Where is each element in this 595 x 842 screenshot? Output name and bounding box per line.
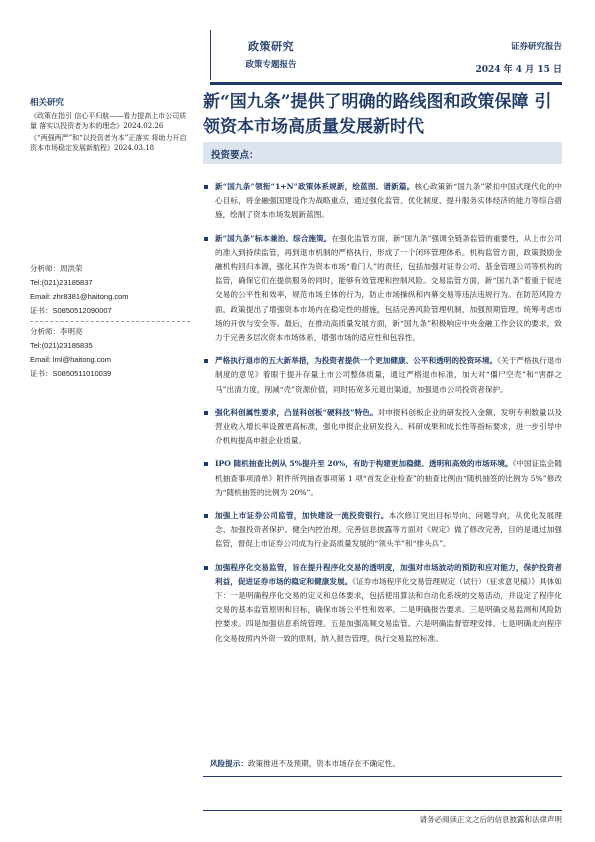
brand-label: 证券研究报告: [510, 42, 562, 52]
dept-label: 政策研究: [248, 40, 294, 53]
disclaimer-footer: 请务必阅读正文之后的信息披露和法律声明: [419, 815, 562, 824]
list-item: [203, 180, 562, 223]
bullet-icon: [204, 185, 208, 189]
related-research: [30, 98, 190, 155]
bullet-heading: 新“国九条”领衔“1+N”政策体系规新，绘蓝图、谱新篇。: [215, 182, 415, 191]
analyst-name: 分析师：李明亮: [30, 327, 83, 336]
bullet-body: 本次修订突出目标导向、问题导向，从优化发展理念、加强投资者保护、健全内控治理、完善信息披露等方面对《规定》做了修改完善，目的是通过加强监管，督促上市证券公司成为行业高质量发展的“领头羊”和“排头兵”。: [215, 511, 563, 549]
bullet-body: 核心政策新“国九条”紧扣中国式现代化的中心目标，将金融强国建设作为战略重点，通过强化监管、优化制度、提升服务实体经济的能力等综合措施，绘制了资本市场发展新蓝图。: [215, 182, 563, 220]
header-rule: [210, 82, 562, 85]
list-item: [203, 561, 562, 646]
bullet-body: 在强化监管方面，新“国九条”强调全链条监管的重要性，从上市公司的准入到持续监管，再到退市机制的严格执行，形成了一个闭环管理体系。机构监管方面，政策鼓励金融机构回归本源，强化其作为资本市场“看门人”的责任，包括加强对证券公司、基金管理公司等机构的监管，确保它们在提供服务的同时，能够有效管理和控制风险。交易监管方面，新“国九条”着重于促进交易的公平性和效率，规范市场主体的行为，防止市场操纵和内幕交易等违法违规行为。在防范风险方面，政策提出了增强资本市场内在稳定性的措施，包括完善风险管理机制，加强预期管理，统筹考虑市场的开放与安全等。最后，在推动高质量发展方面，新“国九条”积极响应中央金融工作会议的要求，致力于完善多层次资本市场体系，增强市场的适应性和包容性。: [215, 233, 563, 343]
list-item: [203, 457, 562, 500]
bullet-icon: [204, 411, 208, 415]
report-type: 政策专题报告: [245, 60, 297, 70]
bullet-body: 《证券市场程序化交易管理规定（试行）（征求意见稿）》具体如下：一是明确程序化交易的定义和总体要求，包括使用算法和自动化系统的交易活动，并设定了程序化交易的基本监管原则和目标，确保市场公平性和效率。二是明确报告要求。三是明确交易监测和风险防控要求。四是加强信息系统管理。五是加强高频交易监管。六是明确监督管理安排。七是明确北向程序化交易按照内外资一致的原则，纳入报告管理，执行交易监控标准。: [215, 576, 563, 643]
header-left: [210, 38, 332, 70]
bullet-heading: 加强上市证券公司监管，加快建设一流投资银行。: [215, 511, 389, 521]
bullet-icon: [204, 359, 208, 363]
risk-label: 风险提示：: [210, 759, 248, 768]
bullet-heading: 加强程序化交易监管，旨在提升程序化交易的透明度，加强对市场波动的预防和应对能力，保护投资者利益，促进证券市场的稳定和健康发展。: [215, 562, 562, 586]
bullet-icon: [204, 237, 208, 241]
report-title: 新“国九条”提供了明确的路线图和政策保障 引领资本市场高质量发展新时代: [203, 92, 552, 137]
risk-rule: [203, 776, 562, 777]
risk-text: 政策推进不及预期，资本市场存在不确定性。: [247, 759, 400, 768]
bullet-icon: [204, 462, 208, 466]
analyst-cert: 证书：S0850512090007: [30, 306, 112, 315]
list-item: [203, 354, 562, 397]
bullet-heading: 严格执行退市的五大新举措，为投资者提供一个更加健康、公平和透明的投资环境。: [215, 356, 498, 366]
analyst-name: 分析师：周洪荣: [30, 264, 83, 273]
bullet-body: 对申报科创板企业的研发投入金额、发明专利数量以及营业收入增长率设置更高标准，强化申报企业研发投入、科研成果和成长性等指标要求，进一步引导中介机构提高申报企业质量。: [215, 407, 563, 446]
analyst-email[interactable]: Email: lml@haitong.com: [30, 355, 111, 364]
related-heading: 相关研究: [30, 98, 65, 108]
key-points-list: [203, 180, 562, 655]
bullet-heading: IPO 随机抽查比例从 5%提升至 20%，有助于构建更加稳健、透明和高效的市场环境。: [215, 459, 513, 469]
analyst-email[interactable]: Email: zhr8381@haitong.com: [30, 292, 129, 301]
analyst-separator: [30, 321, 190, 322]
list-item: [203, 509, 562, 552]
analyst-block: [30, 262, 190, 381]
report-date: 2024 年 4 月 15 日: [475, 65, 562, 75]
key-points-bar: [203, 142, 562, 164]
bullet-heading: 强化科创属性要求，凸显科创板“硬科技”特色。: [215, 407, 378, 417]
list-item: [203, 232, 562, 346]
risk-warning: [210, 758, 562, 770]
bullet-body: 《关于严格执行退市制度的意见》着眼于提升存量上市公司整体质量，通过严格退市标准，加大对“僵尸空壳”和“害群之马”出清力度，削减“壳”资源价值，同时拓宽多元退出渠道，加强退市公司投资者保护。: [215, 356, 562, 394]
key-points-label: 投资要点：: [211, 150, 259, 161]
analyst-tel: Tel:(021)23185837: [30, 278, 93, 287]
footer-rule: [203, 810, 562, 811]
related-item[interactable]: 《“两强两严”和“以投资者为本”正落实 将助力开启资本市场稳定发展新航程》2024.03.18: [30, 134, 187, 152]
analyst-tel: Tel:(021)23185835: [30, 341, 93, 350]
related-item[interactable]: 《政策在指引 信心平归航——看力提高上市公司质量 落实以投资者为本的理念》2024.02.26: [30, 112, 187, 130]
bullet-icon: [204, 566, 208, 570]
header-right: [470, 40, 562, 75]
bullet-body: 《中国证监会随机抽查事项清单》附件所列抽查事项第 1 项“首发企业检查”的抽查比例由“随机抽签的比例为 5%”修改为“随机抽签的比例为 20%”。: [215, 459, 562, 497]
analyst-cert: 证书：S0850511010039: [30, 369, 112, 378]
bullet-icon: [204, 514, 208, 518]
bullet-heading: 新“国九条”标本兼治、综合施策。: [215, 233, 332, 243]
list-item: [203, 406, 562, 449]
